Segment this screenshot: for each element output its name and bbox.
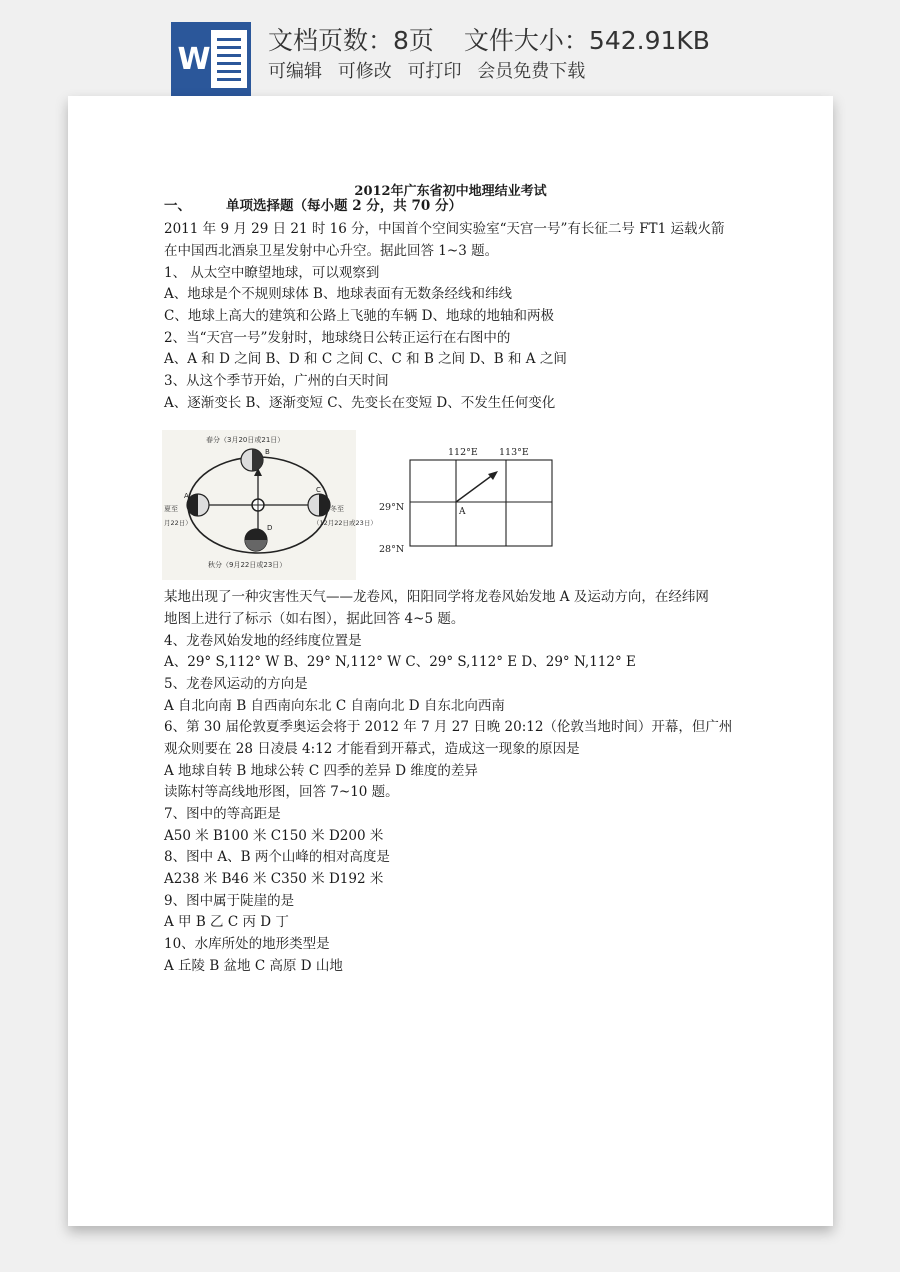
question-9: 9、图中属于陡崖的是 — [164, 893, 295, 909]
point-a-label: A — [184, 492, 189, 500]
section-number: 一、 — [164, 198, 191, 214]
point-b-label: B — [265, 448, 270, 456]
section-title: 单项选择题（每小题 2 分，共 70 分） — [226, 198, 462, 214]
word-document-icon — [171, 22, 251, 96]
question-8: 8、图中 A、B 两个山峰的相对高度是 — [164, 849, 390, 865]
question-2: 2、当“天宫一号”发射时，地球绕日公转正运行在右图中的 — [164, 330, 511, 346]
text-line: 2011 年 9 月 29 日 21 时 16 分，中国首个空间实验室“天宫一号”有长征二号 FT1 运载火箭 — [164, 221, 725, 237]
question-1-options-cd: C、地球上高大的建筑和公路上飞驰的车辆 D、地球的地轴和两极 — [164, 308, 554, 324]
question-9-options: A 甲 B 乙 C 丙 D 丁 — [164, 914, 289, 930]
download-banner — [0, 0, 900, 96]
earth-icon — [241, 449, 263, 471]
document-page — [68, 96, 833, 1226]
winter-solstice-date: （12月22日或23日） — [313, 519, 377, 527]
longitude-113-label: 113°E — [499, 447, 529, 458]
question-1: 1、 从太空中瞭望地球，可以观察到 — [164, 265, 380, 281]
question-8-options: A238 米 B46 米 C350 米 D192 米 — [164, 871, 384, 887]
text-line: 观众则要在 28 日凌晨 4:12 才能看到开幕式，造成这一现象的原因是 — [164, 741, 580, 757]
earth-icon — [308, 494, 330, 516]
earth-icon — [245, 529, 267, 551]
file-size: 文件大小：542.91KB — [463, 26, 710, 55]
longitude-112-label: 112°E — [448, 447, 478, 458]
question-6: 6、第 30 届伦敦夏季奥运会将于 2012 年 7 月 27 日晚 20:12（伦敦当地时间）开幕，但广州 — [164, 719, 733, 735]
question-7-options: A50 米 B100 米 C150 米 D200 米 — [164, 828, 384, 844]
text-line: 读陈村等高线地形图，回答 7~10 题。 — [164, 784, 399, 800]
feature-printable: 可打印 — [407, 61, 462, 82]
point-d-label: D — [267, 524, 273, 532]
point-c-label: C — [316, 486, 321, 494]
question-1-options-ab: A、地球是个不规则球体 B、地球表面有无数条经线和纬线 — [164, 286, 512, 302]
earth-orbit-diagram — [162, 430, 377, 580]
question-3-options: A、逐渐变长 B、逐渐变短 C、先变长在变短 D、不发生任何变化 — [164, 395, 556, 411]
word-icon-letter: W — [177, 42, 211, 77]
lat-long-grid-diagram — [371, 442, 563, 580]
question-3: 3、从这个季节开始，广州的白天时间 — [164, 373, 389, 389]
text-line: 某地出现了一种灾害性天气——龙卷风，阳阳同学将龙卷风始发地 A 及运动方向，在经纬网 — [164, 589, 709, 605]
feature-modifiable: 可修改 — [337, 61, 392, 82]
question-2-options: A、A 和 D 之间 B、D 和 C 之间 C、C 和 B 之间 D、B 和 A 之间 — [164, 351, 567, 367]
sun-icon — [247, 494, 269, 516]
latitude-29-label: 29°N — [379, 502, 405, 513]
question-7: 7、图中的等高距是 — [164, 806, 281, 822]
summer-solstice-date: 月22日） — [164, 519, 192, 527]
question-10: 10、水库所处的地形类型是 — [164, 936, 330, 952]
feature-editable: 可编辑 — [268, 61, 322, 82]
winter-solstice-label: 冬至 — [330, 505, 344, 513]
tornado-direction-arrow — [456, 471, 498, 502]
text-line: 地图上进行了标示（如右图），据此回答 4~5 题。 — [164, 611, 465, 627]
question-5-options: A 自北向南 B 自西南向东北 C 自南向北 D 自东北向西南 — [164, 698, 505, 714]
document-title: 2012年广东省初中地理结业考试 — [354, 184, 547, 199]
point-a-label: A — [459, 507, 466, 517]
feature-member-download: 会员免费下载 — [477, 61, 586, 82]
spring-equinox-label: 春分（3月20日或21日） — [206, 436, 285, 444]
grid-border — [410, 460, 552, 546]
summer-solstice-label: 夏至 — [164, 505, 178, 513]
question-5: 5、龙卷风运动的方向是 — [164, 676, 308, 692]
feature-list — [268, 57, 595, 83]
question-4: 4、龙卷风始发地的经纬度位置是 — [164, 633, 362, 649]
earth-icon — [187, 494, 209, 516]
section-heading — [164, 197, 462, 215]
question-6-options: A 地球自转 B 地球公转 C 四季的差异 D 维度的差异 — [164, 763, 478, 779]
autumn-equinox-label: 秋分（9月22日或23日） — [208, 561, 287, 569]
file-info-title — [268, 21, 710, 57]
page-count: 文档页数：8页 — [268, 26, 434, 55]
latitude-28-label: 28°N — [379, 544, 405, 555]
text-line: 在中国西北酒泉卫星发射中心升空。据此回答 1~3 题。 — [164, 243, 499, 259]
question-10-options: A 丘陵 B 盆地 C 高原 D 山地 — [164, 958, 343, 974]
question-4-options: A、29° S,112° W B、29° N,112° W C、29° S,112° E D、29° N,112° E — [164, 654, 636, 670]
